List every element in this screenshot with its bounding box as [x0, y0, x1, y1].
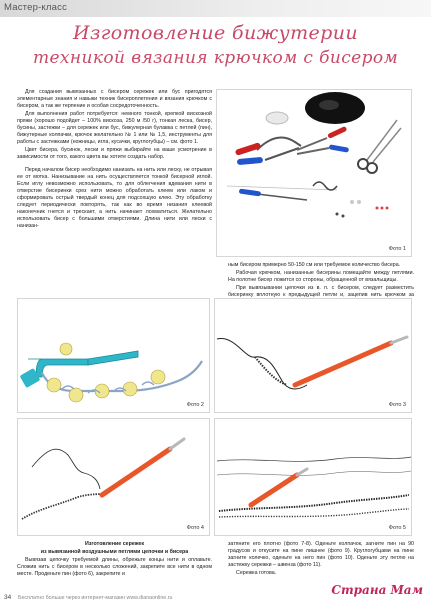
page-number: 34 — [4, 594, 12, 601]
intro-text-column — [17, 89, 212, 231]
photo-2 — [17, 298, 210, 413]
section-label: Мастер-класс — [4, 2, 68, 13]
paragraph: При вывязывании цепочки из в. п. с бисером, следует разместить бисеринку вплотную к предыдущей петли и, зацепив нить крючком за — [228, 285, 414, 298]
footer-text: Бесплатно больше через интернет-магазин www.dianaonline.ru — [18, 595, 173, 601]
photo-caption: Фото 2 — [186, 402, 204, 408]
section-heading: Изготовление сережек — [84, 541, 145, 547]
paragraph: затяните его плотно (фото 7-8). Оденьте колпачок, загните пин на 90 градусов и откусите на пине лишнее (фото 9). Круглогубцами на пине загните колечко, оденьте на него пин (фото 10). Оденьте эту петлю на застежку сережки – швенза (фото 11). — [228, 541, 414, 568]
photo-caption: Фото 3 — [388, 402, 406, 408]
earring-instructions-right — [228, 541, 414, 578]
tools-illustration — [217, 90, 412, 257]
photo-3 — [214, 298, 412, 413]
earring-instructions-left — [17, 541, 212, 579]
paragraph: Вывязав цепочку требуемой длины, обрежьте концы нити и оплавьте. Сложив нить с бисером в несколько сложений, закрепите все нити в одном месте. Проденьте пин (фото 6), закрепите и — [17, 557, 212, 577]
crochet-diagram — [18, 299, 210, 413]
paragraph: Сережка готова. — [236, 570, 277, 576]
watermark: Страна Мам — [331, 583, 423, 597]
crochet-photo — [18, 419, 210, 536]
crochet-photo — [215, 299, 412, 413]
photo-caption: Фото 5 — [388, 525, 406, 531]
paragraph: Для выполнения работ потребуется: немного тонкой, крепкой вискозной пряжи (хорошо подойдет – 100% вискоза, 250 м /50 г), тонкая леска, бисер, бусины, застежки – для сережек или бус, бижулерная булавка с петлей (пин), бижутерные колпачки, крючок желательно № 1 или № 1,5, инструменты для работы с застежками (ножницы, игла, кусачки, круглогубцы) – см. фото 1. — [17, 111, 212, 145]
photo-5 — [214, 418, 412, 536]
page-title-line2: техникой вязания крючком с бисером — [32, 48, 399, 68]
paragraph: Для создания вывязанных с бисером сережек или бус пригодятся элементарные знания и навыки техник бисероплетения и вязания крючком с бисером, а так же терпение и особая сосредоточенность. — [17, 89, 212, 109]
photo-4 — [17, 418, 210, 536]
section-subheading: из вывязанной воздушными петлями цепочки и бисера — [40, 549, 189, 555]
paragraph: Перед началом бисер необходимо нанизать на нить или леску, не отрывая ее от мотка. Нанизывание на нить осуществляется тонкой бисерной иглой. Если иглу невозможно использовать, то для облегчения вдевания нити в отверстие бисеринки срез нити можно обработать клеем или лаком и сформировать острый твердый конец для подсохшую клею. Эту обработку следует периодически повторять, так как во время низания клеевой наконечник гнется и трескает, а нить начинает лохматиться. Желательно использовать бисер с большими отверстиями. Длина нити или лески с нанизан- — [17, 167, 212, 229]
paragraph: Цвет бисера, бусинок, лески и пряжи выбирайте на ваше усмотрение в зависимости от того, какого цвета вы хотите создать набор. — [17, 147, 212, 160]
page-title-line1: Изготовление бижутерии — [72, 22, 358, 44]
crochet-photo — [215, 419, 412, 536]
photo-caption: Фото 4 — [186, 525, 204, 531]
paragraph: Рабочая крючком, нанизанные бисерины помещайте между петлями. На полотне бисер ложится со стороны, обращенной от вязальщицы. — [228, 270, 414, 283]
photo-caption: Фото 1 — [388, 246, 406, 252]
paragraph: ным бисером примерно 50-150 см или требуемое количество бисера. — [228, 262, 401, 268]
photo-1 — [216, 89, 412, 257]
